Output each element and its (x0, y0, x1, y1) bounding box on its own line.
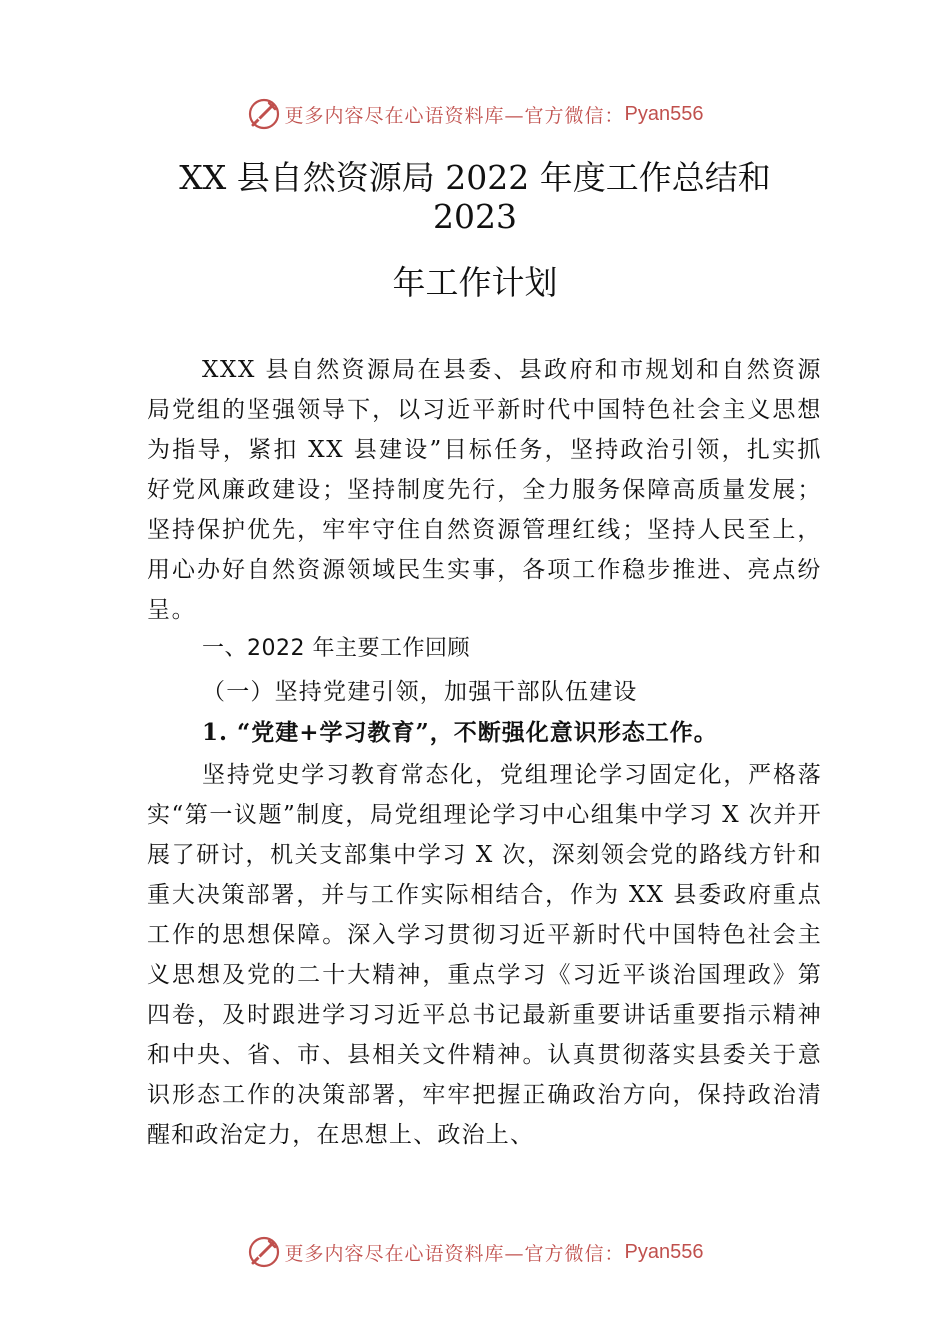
item-heading: 1. “党建+学习教育”，不断强化意识形态工作。 (202, 719, 718, 746)
watermark-wechat-label: 官方微信： (524, 1242, 625, 1265)
pen-circle-icon (247, 97, 281, 131)
document-title-line-1: XX 县自然资源局 2022 年度工作总结和 (179, 158, 771, 197)
watermark-text: 更多内容尽在心语资料库— (284, 104, 525, 127)
document-title-line-3: 年工作计划 (392, 263, 558, 302)
subsection-heading: （一）坚持党建引领，加强干部队伍建设 (202, 679, 638, 705)
study-paragraph: 坚持党史学习教育常态化，党组理论学习固定化，严格落实“第一议题”制度，局党组理论学习中心组集中学习 X 次并开展了研讨，机关支部集中学习 X 次，深刻领会党的路线方针和重大决策部署，并与工作实际相结合，作为 XX 县委政府重点工作的思想保障。深入学习贯彻习近平新时代中国特色社会主义思想及党的二十大精神，重点学习《习近平谈治国理政》第四卷，及时跟进学习习近平总书记最新重要讲话重要指示精神和中央、省、市、县相关文件精神。认真贯彻落实县委关于意识形态工作的决策部署，牢牢把握正确政治方向，保持政治清醒和政治定力，在思想上、政治上、 (147, 762, 822, 1148)
watermark-header (0, 94, 950, 134)
watermark-wechat-id: Pyan556 (624, 102, 704, 125)
watermark-footer (0, 1232, 950, 1272)
section-heading: 一、2022 年主要工作回顾 (202, 636, 470, 661)
pen-circle-icon (247, 1235, 281, 1269)
document-title-line-2: 2023 (433, 197, 517, 236)
watermark-wechat-label: 官方微信： (524, 104, 625, 127)
watermark-text: 更多内容尽在心语资料库— (284, 1242, 525, 1265)
intro-paragraph: XXX 县自然资源局在县委、县政府和市规划和自然资源局党组的坚强领导下，以习近平新时代中国特色社会主义思想为指导，紧扣 XX 县建设”目标任务，坚持政治引领，扎实抓好党风廉政建设；坚持制度先行，全力服务保障高质量发展；坚持保护优先，牢牢守住自然资源管理红线；坚持人民至上，用心办好自然资源领域民生实事，各项工作稳步推进、亮点纷呈。 (147, 357, 822, 623)
watermark-wechat-id: Pyan556 (624, 1240, 704, 1263)
